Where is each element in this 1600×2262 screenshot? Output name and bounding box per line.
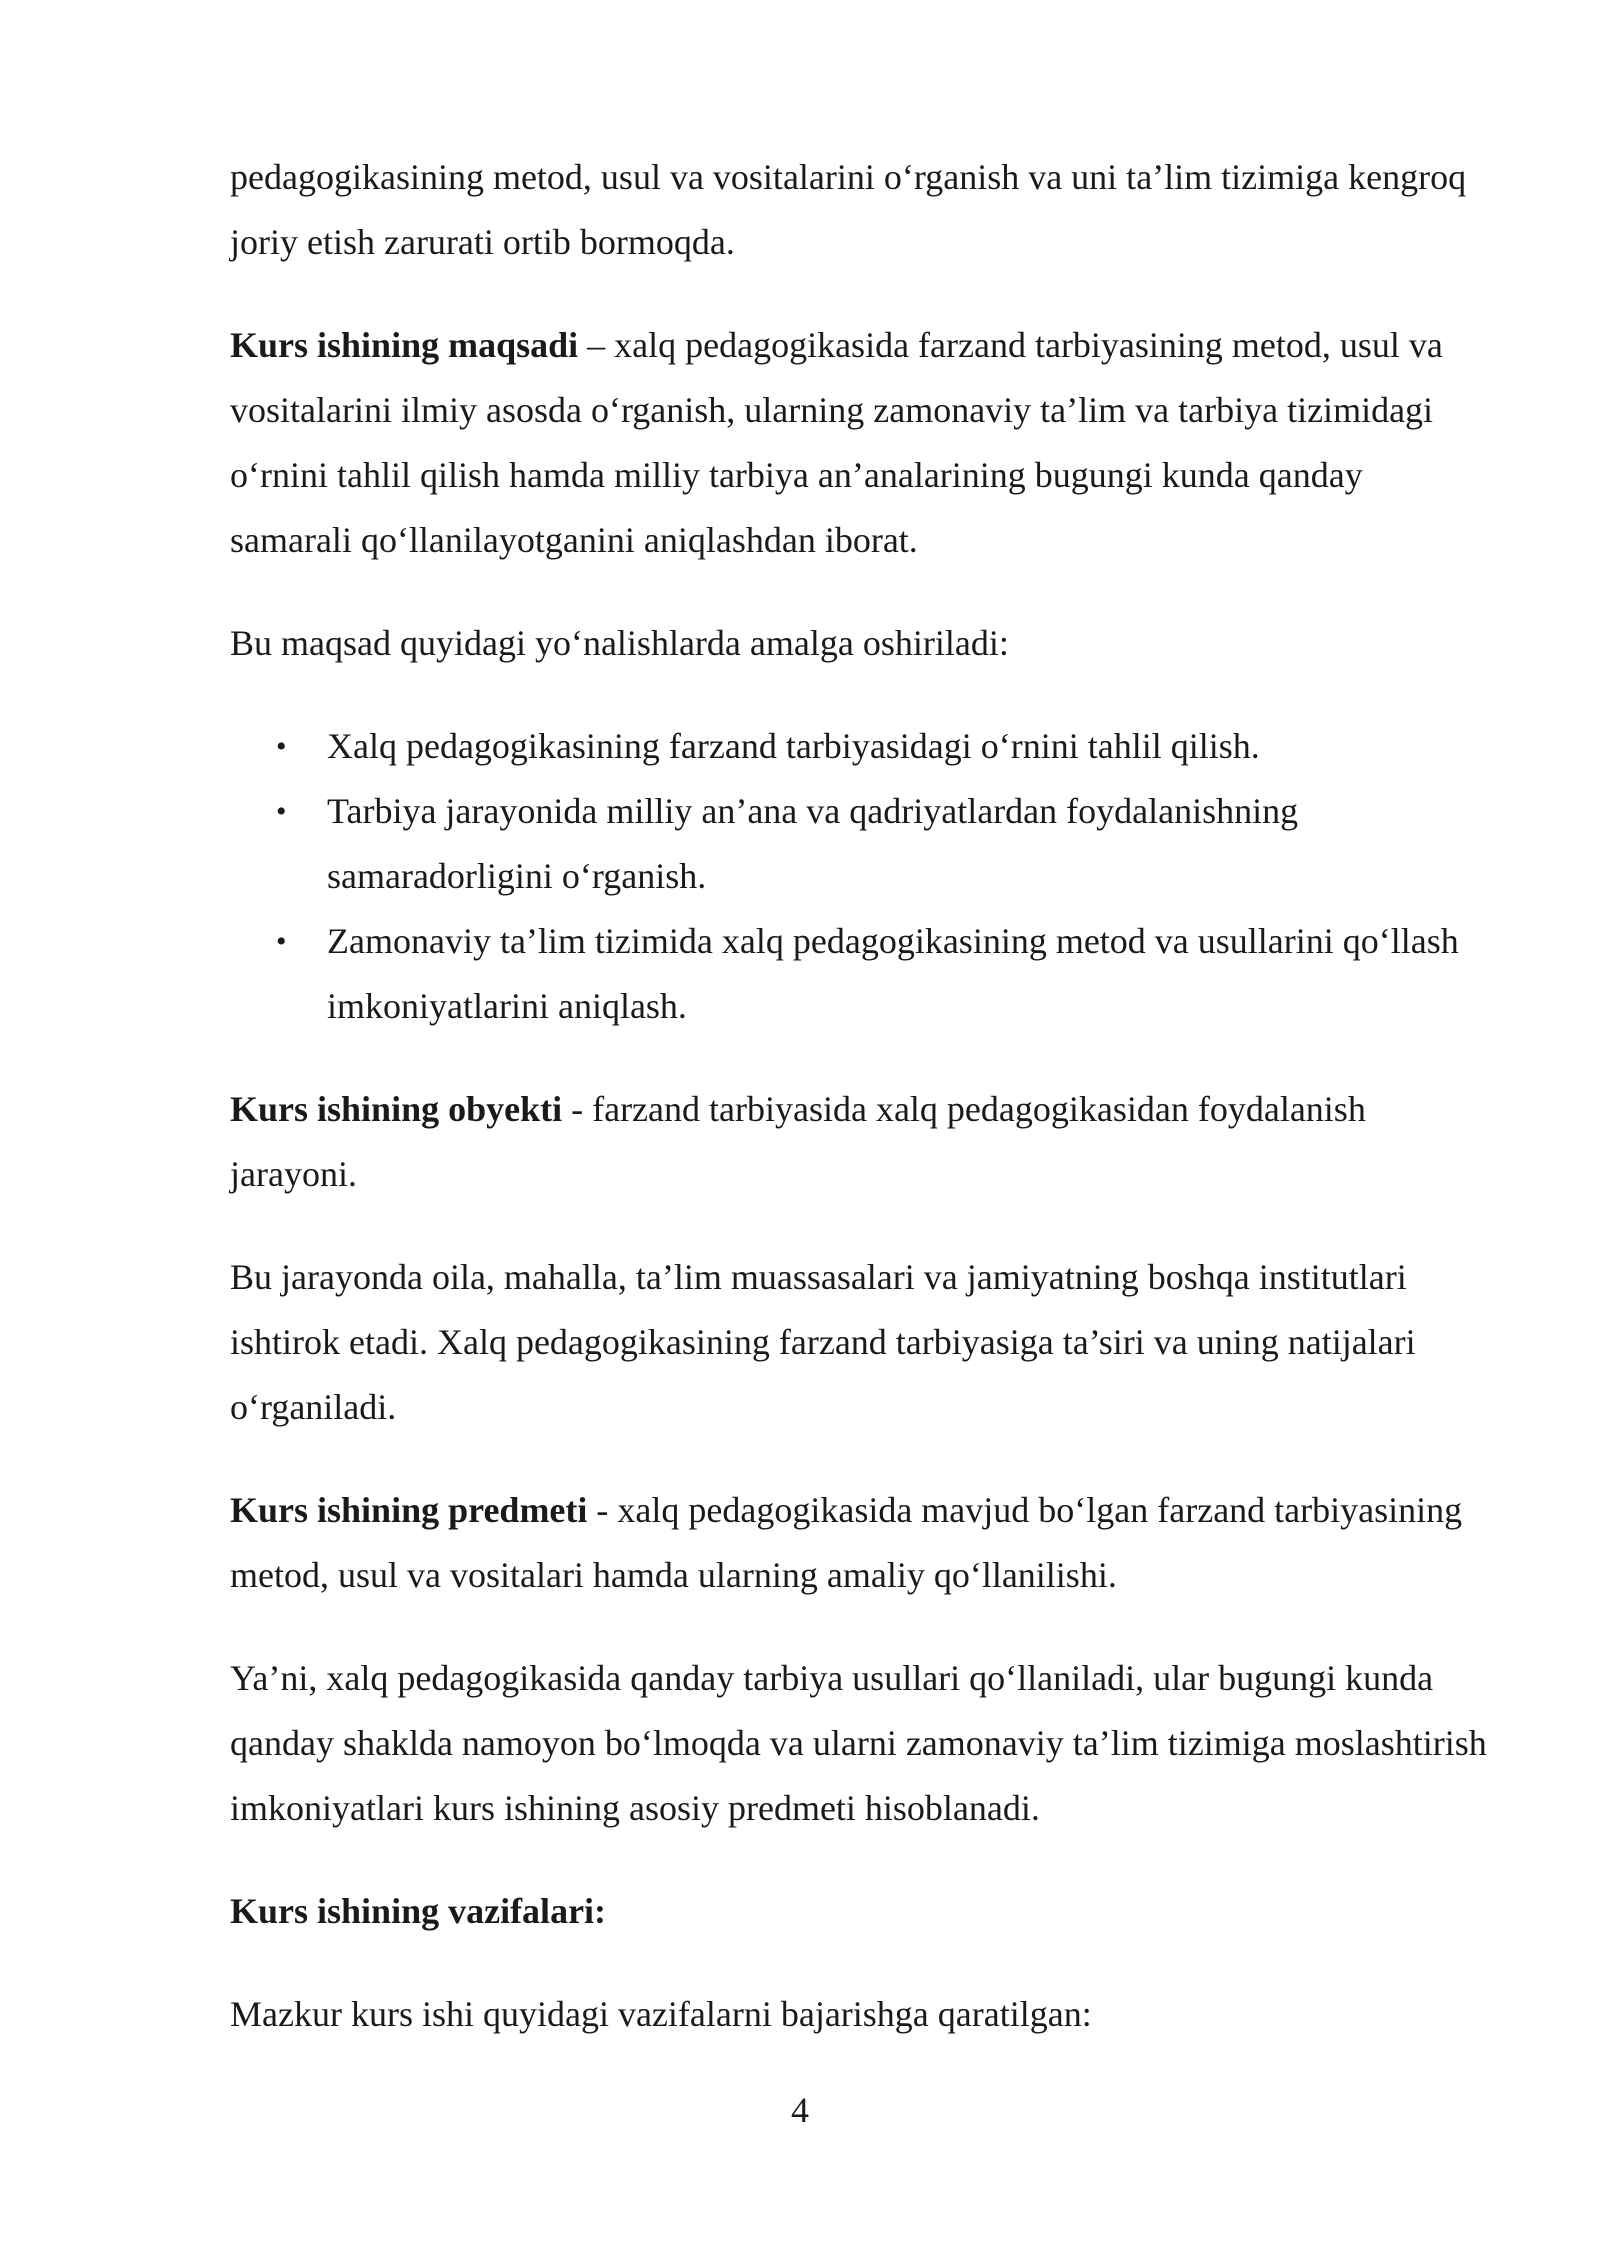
list-item bbox=[230, 779, 1490, 909]
subject-lead: Kurs ishining predmeti bbox=[230, 1490, 588, 1530]
document-page bbox=[230, 145, 1490, 2085]
process-paragraph: Bu jarayonda oila, mahalla, ta’lim muassasalari va jamiyatning boshqa institutlari ishtirok etadi. Xalq pedagogikasining farzand tarbiyasiga ta’siri va uning natijalari o‘rganiladi. bbox=[230, 1257, 1416, 1427]
bullet-icon: • bbox=[276, 795, 287, 828]
list-item bbox=[230, 909, 1490, 1039]
intro-paragraph: pedagogikasining metod, usul va vositalarini o‘rganish va uni ta’lim tizimiga kengroq joriy etish zarurati ortib bormoqda. bbox=[230, 157, 1467, 262]
list-item bbox=[230, 714, 1490, 779]
subject-text: - xalq pedagogikasida mavjud bo‘lgan farzand tarbiyasining metod, usul va vositalari hamda ularning amaliy qo‘llanilishi. bbox=[230, 1490, 1463, 1595]
bullet-icon: • bbox=[276, 925, 287, 958]
goal-text: – xalq pedagogikasida farzand tarbiyasining metod, usul va vositalarini ilmiy asosda o‘rganish, ularning zamonaviy ta’lim va tarbiya tizimidagi o‘rnini tahlil qilish hamda milliy tarbiya an’analarining bugungi kunda qanday samarali qo‘llanilayotganini aniqlashdan iborat. bbox=[230, 325, 1443, 560]
list-item-text: Zamonaviy ta’lim tizimida xalq pedagogikasining metod va usullarini qo‘llash imkoniyatlarini aniqlash. bbox=[327, 921, 1459, 1026]
directions-list bbox=[230, 714, 1490, 1039]
goal-paragraph bbox=[230, 313, 1490, 573]
tasks-intro-paragraph: Mazkur kurs ishi quyidagi vazifalarni bajarishga qaratilgan: bbox=[230, 1994, 1092, 2034]
list-item-text: Xalq pedagogikasining farzand tarbiyasidagi o‘rnini tahlil qilish. bbox=[327, 726, 1260, 766]
page-number: 4 bbox=[791, 2090, 809, 2130]
list-item-text: Tarbiya jarayonida milliy an’ana va qadriyatlardan foydalanishning samaradorligini o‘rganish. bbox=[327, 791, 1299, 896]
directions-paragraph: Bu maqsad quyidagi yo‘nalishlarda amalga oshiriladi: bbox=[230, 623, 1009, 663]
subject-paragraph bbox=[230, 1478, 1490, 1608]
object-lead: Kurs ishining obyekti bbox=[230, 1089, 563, 1129]
bullet-icon: • bbox=[276, 730, 287, 763]
object-text: - farzand tarbiyasida xalq pedagogikasidan foydalanish jarayoni. bbox=[230, 1089, 1366, 1194]
object-paragraph bbox=[230, 1077, 1490, 1207]
explanation-paragraph: Ya’ni, xalq pedagogikasida qanday tarbiya usullari qo‘llaniladi, ular bugungi kunda qanday shaklda namoyon bo‘lmoqda va ularni zamonaviy ta’lim tizimiga moslashtirish imkoniyatlari kurs ishining asosiy predmeti hisoblanadi. bbox=[230, 1658, 1487, 1828]
tasks-heading: Kurs ishining vazifalari: bbox=[230, 1891, 607, 1931]
goal-lead: Kurs ishining maqsadi bbox=[230, 325, 579, 365]
